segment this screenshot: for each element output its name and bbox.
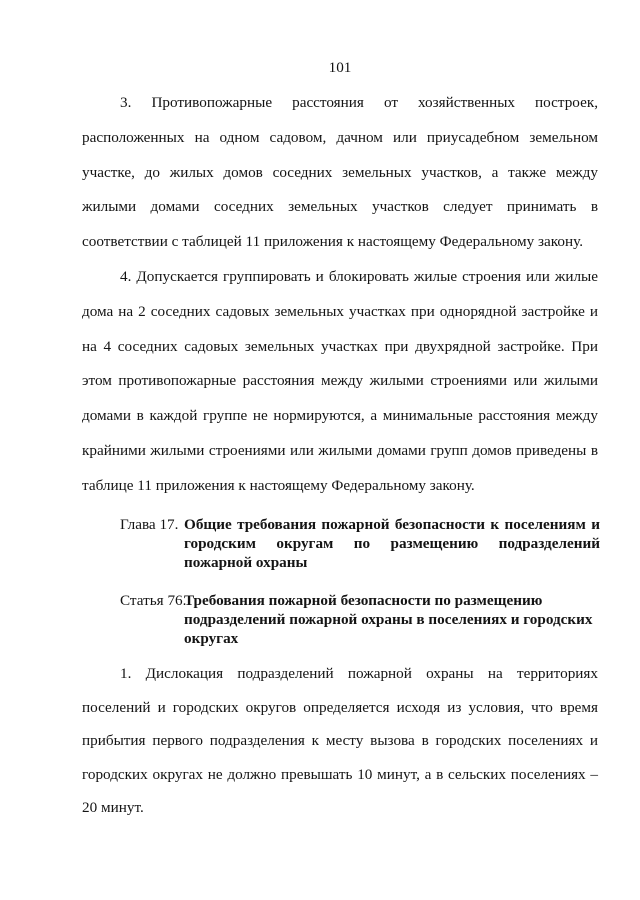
paragraph-item-4 (82, 260, 598, 504)
article-title-line: подразделений пожарной охраны в поселениях и городских (184, 610, 593, 628)
paragraph-line: дома на 2 соседних садовых земельных участках при однорядной застройке и (82, 302, 598, 320)
paragraph-line: расположенных на одном садовом, дачном или приусадебном земельном (82, 128, 598, 146)
paragraph-line: поселений и городских округов определяется исходя из условия, что время (82, 698, 598, 716)
paragraph-line: крайними жилыми строениями или жилыми домами групп домов приведены в (82, 441, 598, 459)
paragraph-line: прибытия первого подразделения к месту вызова в городских поселениях и (82, 732, 598, 750)
chapter-title (184, 515, 600, 572)
paragraph-line: таблице 11 приложения к настоящему Федеральному закону. (82, 476, 475, 494)
paragraph-item-3 (82, 86, 598, 260)
paragraph-line: соответствии с таблицей 11 приложения к настоящему Федеральному закону. (82, 233, 583, 251)
paragraph-line: городских округах не должно превышать 10 минут, а в сельских поселениях – (82, 765, 598, 783)
paragraph-line: домами в каждой группе не нормируются, а минимальные расстояния между (82, 407, 598, 425)
chapter-title-line: городским округам по размещению подразделений (184, 534, 600, 552)
paragraph-line: на 4 соседних садовых земельных участках при двухрядной застройке. При (82, 337, 598, 355)
article-title-line: Требования пожарной безопасности по размещению (184, 591, 543, 609)
paragraph-line: 3. Противопожарные расстояния от хозяйственных построек, (120, 94, 598, 111)
paragraph-line: жилыми домами соседних земельных участков следует принимать в (82, 198, 598, 216)
page-number: 101 (328, 59, 352, 76)
paragraph-line: 1. Дислокация подразделений пожарной охраны на территориях (120, 665, 598, 682)
article-heading (0, 591, 640, 648)
chapter-title-line: пожарной охраны (184, 553, 308, 571)
chapter-title-line: Общие требования пожарной безопасности к поселениям и (184, 515, 600, 533)
paragraph-line: участке, до жилых домов соседних земельных участков, а также между (82, 163, 598, 181)
article-title (184, 591, 600, 648)
article-title-line: округах (184, 629, 239, 647)
bottom-paragraphs (82, 657, 598, 825)
paragraph-line: 4. Допускается группировать и блокировать жилые строения или жилые (120, 267, 598, 285)
top-paragraphs (82, 86, 598, 504)
paragraph-line: 20 минут. (82, 799, 144, 817)
paragraph-line: этом противопожарные расстояния между жилыми строениями или жилыми (82, 372, 598, 390)
chapter-label: Глава 17. (120, 515, 179, 533)
article-label: Статья 76. (120, 591, 187, 609)
chapter-heading (0, 515, 640, 572)
paragraph-item-1 (82, 657, 598, 825)
